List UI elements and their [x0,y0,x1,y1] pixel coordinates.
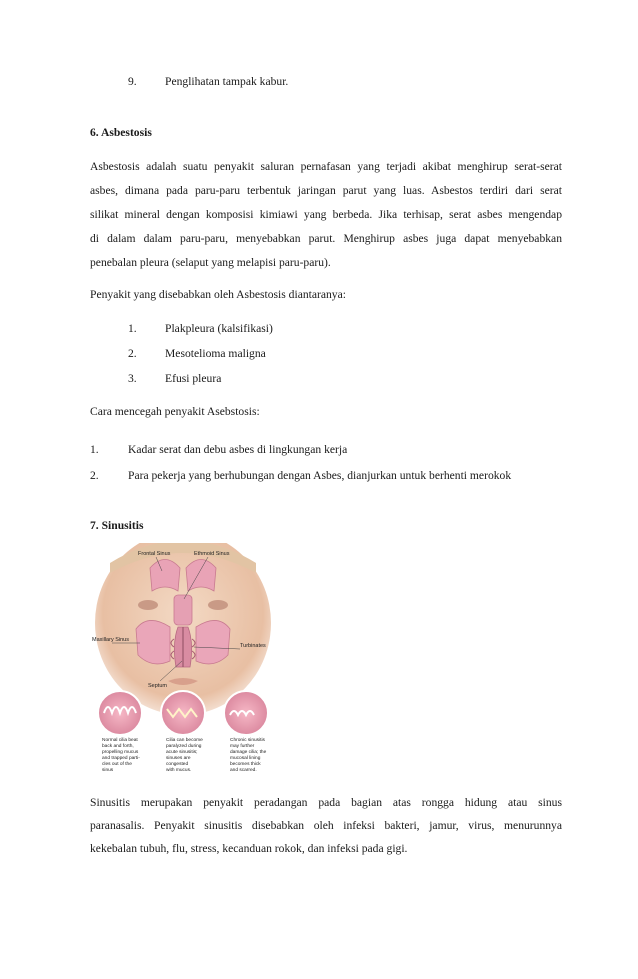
cilia-circle-normal [98,691,142,735]
list-item-number: 2. [128,347,137,360]
list-item-text: Mesotelioma maligna [165,347,266,360]
ethmoid-sinus [174,595,192,625]
paragraph-line: kekebalan tubuh, flu, stress, kecanduan rokok, dan infeksi pada gigi. [90,842,408,855]
paragraph-line: asbes, dimana pada paru-paru terbentuk jaringan parut yang luas. Asbestos terdiri dari serat [90,184,562,197]
caption-acute-line: sinuses are [166,756,191,761]
caption-chronic-line: and scarred. [230,768,257,773]
caption-normal-line: cles out of the [102,762,132,767]
frontal-sinus-left [150,560,180,592]
caption-normal-line: back and forth, [102,744,134,749]
caption-chronic-line: becomes thick [230,762,261,767]
caption-normal-line: and trapped parti- [102,756,140,761]
caption-normal-line: Normal cilia beat [102,738,138,743]
cilia-circle-acute [161,691,205,735]
list-item-number: 9. [128,75,137,88]
maxillary-sinus-right [196,620,230,663]
sinus-anatomy-illustration [90,543,276,773]
list-item-text: Plakpleura (kalsifikasi) [165,322,273,335]
diseases-intro: Penyakit yang disebabkan oleh Asbestosis diantaranya: [90,288,346,301]
list-item-text: Kadar serat dan debu asbes di lingkungan kerja [128,443,348,456]
paragraph-line: paranasalis. Penyakit sinusitis disebabkan oleh infeksi bakteri, jamur, virus, menurunnya [90,819,562,832]
caption-chronic-line: may further [230,744,255,749]
list-item-text: Penglihatan tampak kabur. [165,75,289,88]
paragraph-line: Sinusitis merupakan penyakit peradangan pada bagian atas rongga hidung atau sinus [90,796,562,809]
prevention-intro: Cara mencegah penyakit Asebstosis: [90,405,260,418]
list-item-number: 1. [128,322,137,335]
caption-acute-line: with mucus. [166,768,192,773]
cilia-circle-chronic [224,691,268,735]
caption-chronic-line: damage cilia; the [230,750,267,755]
label-turbinates: Turbinates [240,643,266,649]
list-item-number: 2. [90,469,99,482]
label-septum: Septum [148,683,167,689]
frontal-sinus-right [186,560,216,592]
paragraph-line: Asbestosis adalah suatu penyakit saluran pernafasan yang terjadi akibat menghirup serat-serat [90,160,562,173]
section-heading-asbestosis: 6. Asbestosis [90,126,152,139]
caption-normal-line: sinus [102,768,114,773]
caption-chronic-line: mucosal lining [230,756,261,761]
caption-acute-line: acute sinusitis; [166,750,198,755]
maxillary-sinus-left [136,620,170,663]
section-heading-sinusitis: 7. Sinusitis [90,519,144,532]
label-frontal-sinus: Frontal Sinus [138,551,171,557]
label-ethmoid-sinus: Ethmoid Sinus [194,551,230,557]
caption-acute-line: Cilia can become [166,738,203,743]
list-item-number: 1. [90,443,99,456]
label-maxillary-sinus: Maxillary Sinus [92,637,129,643]
caption-chronic-line: Chronic sinusitis [230,738,265,743]
list-item-text: Para pekerja yang berhubungan dengan Asbes, dianjurkan untuk berhenti merokok [128,469,512,482]
list-item-number: 3. [128,372,137,385]
caption-normal-line: propelling mucus [102,750,139,755]
caption-acute-line: paralyzed during [166,744,202,749]
paragraph-line: silikat mineral dengan komposisi kimiawi yang berbeda. Jika terhisap, serat asbes mengendap [90,208,562,221]
paragraph-line: di dalam dalam paru-paru, menyebabkan parut. Menghirup asbes juga dapat menyebabkan [90,232,562,245]
paragraph-line: penebalan pleura (selaput yang melapisi paru-paru). [90,256,331,269]
list-item-text: Efusi pleura [165,372,222,385]
caption-acute-line: congested [166,762,189,767]
